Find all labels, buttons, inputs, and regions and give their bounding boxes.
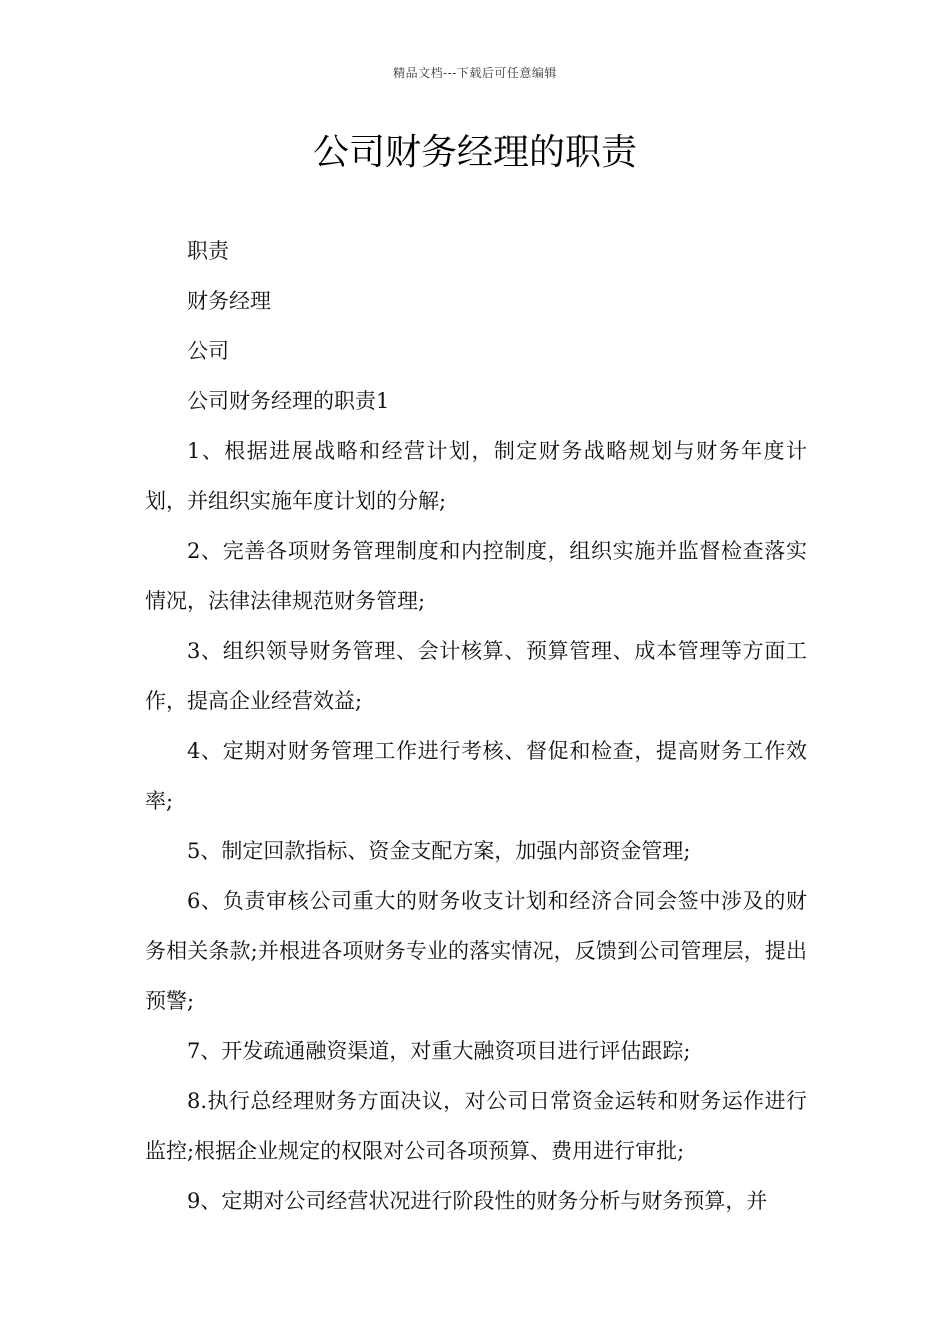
duty-item-1: 1、根据进展战略和经营计划，制定财务战略规划与财务年度计划，并组织实施年度计划的分解; [145,439,807,513]
duty-item-4: 4、定期对财务管理工作进行考核、督促和检查，提高财务工作效率; [145,739,807,813]
paragraph-keyword-3: 公司 [187,339,229,363]
duty-item-8: 8.执行总经理财务方面决议，对公司日常资金运转和财务运作进行监控;根据企业规定的权限对公司各项预算、费用进行审批; [145,1089,807,1163]
document-title: 公司财务经理的职责 [312,132,637,173]
paragraph-keyword-2: 财务经理 [187,289,271,313]
duty-item-2: 2、完善各项财务管理制度和内控制度，组织实施并监督检查落实情况，法律法律规范财务管理; [145,539,807,613]
section-heading: 公司财务经理的职责1 [187,389,390,413]
header-note: 精品文档---下载后可任意编辑 [393,66,557,80]
duty-item-6: 6、负责审核公司重大的财务收支计划和经济合同会签中涉及的财务相关条款;并根进各项财务专业的落实情况，反馈到公司管理层，提出预警; [145,889,807,1013]
duty-item-3: 3、组织领导财务管理、会计核算、预算管理、成本管理等方面工作，提高企业经营效益; [145,639,807,713]
document-body [145,226,807,1226]
paragraph-keyword-1: 职责 [187,239,229,263]
duty-item-9: 9、定期对公司经营状况进行阶段性的财务分析与财务预算，并 [187,1189,768,1213]
duty-item-5: 5、制定回款指标、资金支配方案，加强内部资金管理; [187,839,691,863]
duty-item-7: 7、开发疏通融资渠道，对重大融资项目进行评估跟踪; [187,1039,691,1063]
